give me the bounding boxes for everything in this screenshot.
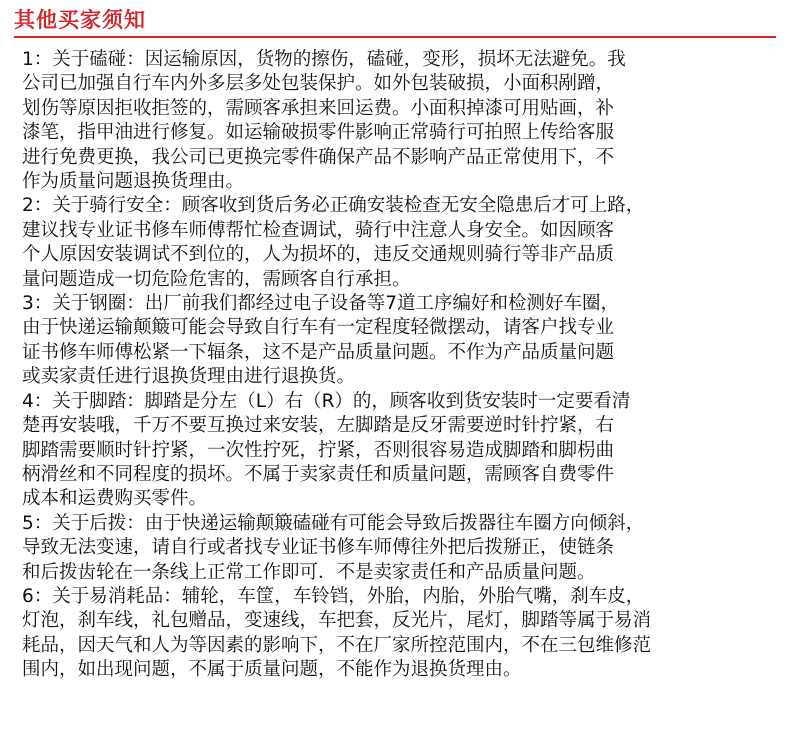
- page-title: 其他买家须知: [14, 8, 146, 32]
- notice-item-consumables: 6：关于易消耗品：辅轮，车筐，车铃铛，外胎，内胎，外胎气嘴，刹车皮， 灯泡，刹车线，礼包赠品，变速线，车把套，反光片，尾灯，脚踏等属于易消 耗品，因天气和人为等因素的影响下，不在厂家所控范围内，不在三包维修范 围内，如出现问题，不属于质量问题，不能作为退换货理由。: [22, 585, 652, 681]
- notice-item-bumps: 1：关于磕碰：因运输原因，货物的擦伤，磕碰，变形，损坏无法避免。我 公司已加强自行车内外多层多处包装保护。如外包装破损，小面积剐蹭， 划伤等原因拒收拒签的，需顾客承担来回运费。小面积掉漆可用贴画，补 漆笔，指甲油进行修复。如运输破损零件影响正常骑行可拍照上传给客服 进行免费更换，我公司已更换完零件确保产品不影响产品正常使用下，不 作为质量问题退换货理由。: [22, 49, 626, 193]
- notice-item-rims: 3：关于钢圈：出厂前我们都经过电子设备等7道工序编好和检测好车圈， 由于快递运输颠簸可能会导致自行车有一定程度轻微摆动，请客户找专业 证书修车师傅松紧一下辐条，这不是产品质量问题。不作为产品质量问题 或卖家责任进行退换货理由进行退换货。: [22, 293, 620, 388]
- notice-item-rear-derailleur: 5：关于后拨：由于快递运输颠簸磕碰有可能会导致后拨器往车圈方向倾斜， 导致无法变速，请自行或者找专业证书修车师傅往外把后拨掰正，使链条 和后拨齿轮在一条线上正常工作即可．不是卖家责任和产品质量问题。: [22, 512, 645, 583]
- notice-item-riding-safety: 2：关于骑行安全：顾客收到货后务必正确安装检查无安全隐患后才可上路， 建议找专业证书修车师傅帮忙检查调试，骑行中注意人身安全。如因顾客 个人原因安装调试不到位的，人为损坏的，违反交通规则骑行等非产品质 量问题造成一切危险危害的，需顾客自行承担。: [22, 195, 645, 290]
- title-divider: [14, 36, 776, 38]
- notice-item-pedals: 4：关于脚踏：脚踏是分左（L）右（R）的，顾客收到货安装时一定要看清 楚再安装哦，千万不要互换过来安装，左脚踏是反牙需要逆时针拧紧，右 脚踏需要顺时针拧紧，一次性拧死，拧紧，否则很容易造成脚踏和脚枴曲 柄滑丝和不同程度的损坏。不属于卖家责任和质量问题，需顾客自费零件 成本和运费购买零件。: [22, 390, 631, 510]
- notice-list: [22, 48, 778, 683]
- header: [0, 0, 790, 44]
